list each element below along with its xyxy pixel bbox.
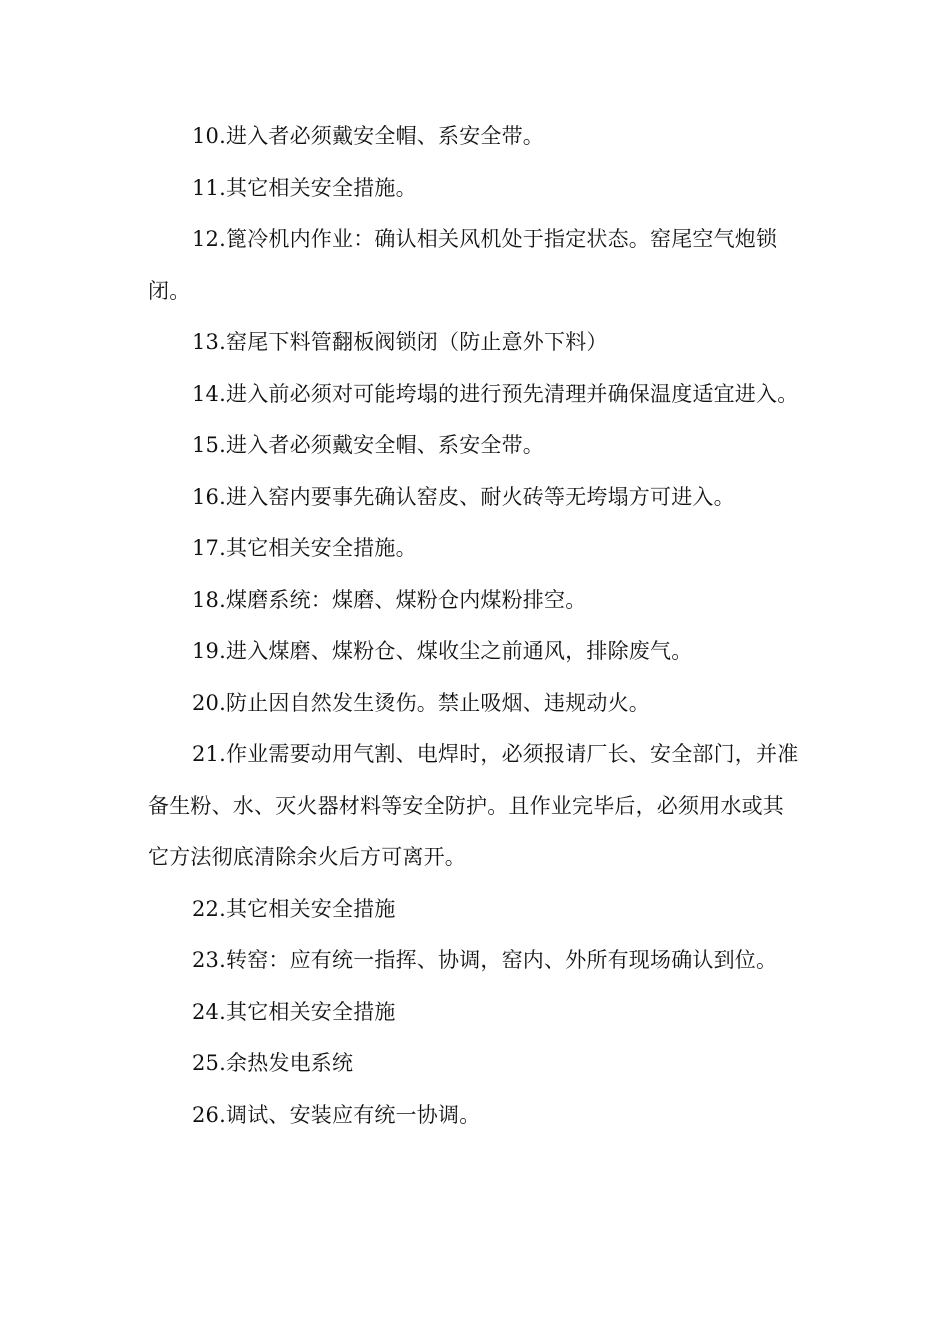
paragraph-24: 24.其它相关安全措施 xyxy=(192,999,396,1024)
paragraph-15: 15.进入者必须戴安全帽、系安全带。 xyxy=(192,433,544,457)
document-body xyxy=(148,111,804,1141)
paragraph-19: 19.进入煤磨、煤粉仓、煤收尘之前通风，排除废气。 xyxy=(192,639,693,663)
paragraph-20: 20.防止因自然发生烫伤。禁止吸烟、违规动火。 xyxy=(192,690,650,715)
paragraph-12: 12.篦冷机内作业：确认相关风机处于指定状态。窑尾空气炮锁闭。 xyxy=(148,227,778,303)
paragraph-14: 14.进入前必须对可能垮塌的进行预先清理并确保温度适宜进入。 xyxy=(192,381,799,406)
paragraph-10: 10.进入者必须戴安全帽、系安全带。 xyxy=(192,124,544,148)
paragraph-21: 21.作业需要动用气割、电焊时，必须报请厂长、安全部门，并准备生粉、水、灭火器材料等安全防护。且作业完毕后，必须用水或其它方法彻底清除余火后方可离开。 xyxy=(148,742,799,869)
paragraph-11: 11.其它相关安全措施。 xyxy=(192,175,417,200)
paragraph-18: 18.煤磨系统：煤磨、煤粉仓内煤粉排空。 xyxy=(192,587,587,612)
paragraph-25: 25.余热发电系统 xyxy=(192,1051,354,1075)
paragraph-16: 16.进入窑内要事先确认窑皮、耐火砖等无垮塌方可进入。 xyxy=(192,484,735,509)
paragraph-26: 26.调试、安装应有统一协调。 xyxy=(192,1102,481,1127)
paragraph-13: 13.窑尾下料管翻板阀锁闭（防止意外下料） xyxy=(192,330,608,354)
paragraph-22: 22.其它相关安全措施 xyxy=(192,896,396,921)
paragraph-23: 23.转窑：应有统一指挥、协调，窑内、外所有现场确认到位。 xyxy=(192,948,778,972)
paragraph-17: 17.其它相关安全措施。 xyxy=(192,536,417,560)
